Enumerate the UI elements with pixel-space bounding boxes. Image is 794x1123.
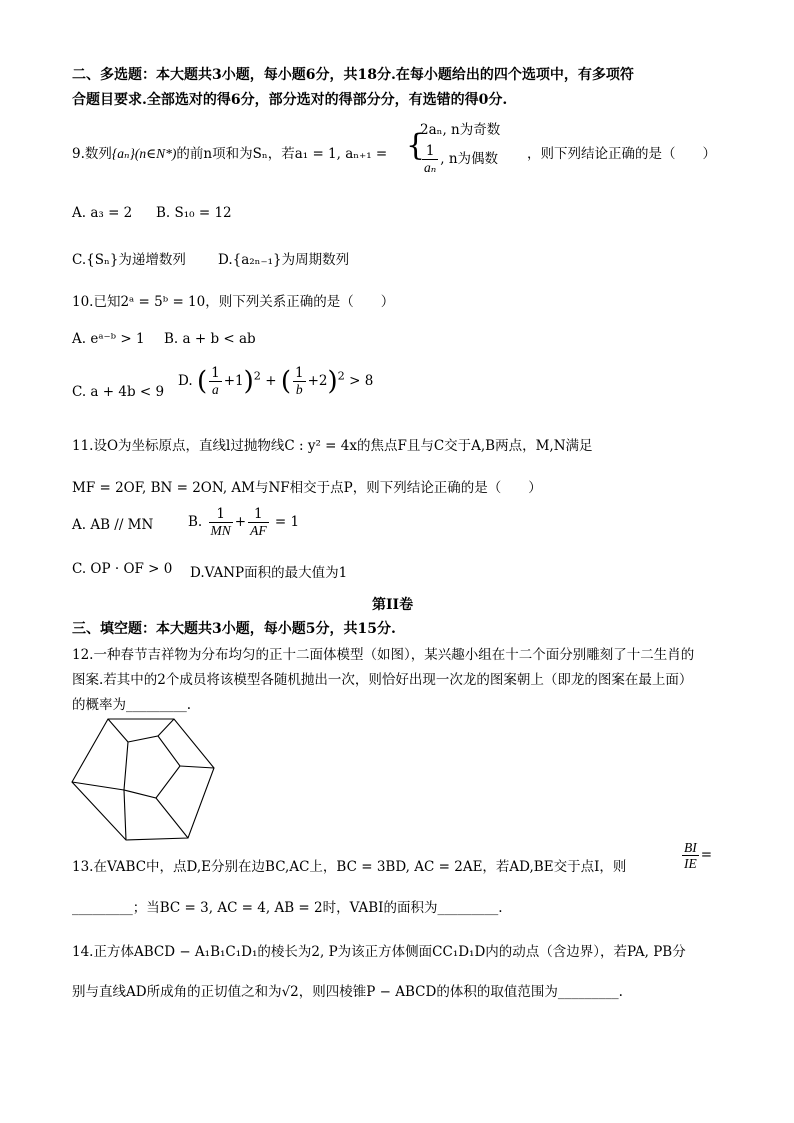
q9-case-num: 1 [422,144,438,160]
q13-fraction [680,840,712,871]
q13-line2: _________；当BC = 3, AC = 4, AB = 2时，VABI的面积为_________. [72,900,503,916]
q10-option-b: B. a + b < ab [164,331,256,347]
q9-mid: 的前n项和为Sₙ，若a₁ = 1, aₙ₊₁ = [176,146,388,162]
section3-heading: 三、填空题：本大题共3小题，每小题5分，共15分. [72,621,396,637]
q11-option-b-prefix: B. [188,514,203,530]
q9-seq: {aₙ}(n∈N*) [111,146,177,161]
q12-line1: 12.一种春节吉祥物为分布均匀的正十二面体模型（如图），某兴趣小组在十二个面分别雕刻了十二生肖的 [72,647,695,663]
q12-line3: 的概率为_________. [72,697,192,713]
q9-option-b: B. S₁₀ = 12 [156,205,232,221]
q13-frac-den: IE [684,856,697,871]
q10-option-c: C. a + 4b < 9 [72,384,165,400]
q11-option-b: B. $\frac{1}{MN}$ + $\frac{1}{AF}$ = 1 [188,506,300,538]
section2-heading-cont: 合题目要求.全部选对的得6分，部分选对的得部分分，有选错的得0分. [72,92,508,108]
q9-option-c: C.{Sₙ}为递增数列 [72,252,186,268]
q12-line2: 图案.若其中的2个成员将该模型各随机抛出一次，则恰好出现一次龙的图案朝上（即龙的图案在最上面） [72,672,693,688]
section2-heading: 二、多选题：本大题共3小题，每小题6分，共18分.在每小题给出的四个选项中，有多项符 [72,67,634,83]
q9-stem [72,142,387,162]
q13-eq: = [700,847,713,863]
q13-line1: 13.在VABC中，点D,E分别在边BC,AC上，BC = 3BD, AC = 2AE，若AD,BE交于点I，则 [72,859,627,875]
q9-prefix: 9.数列 [72,146,112,162]
q10-option-d-tail: > 8 [349,373,374,389]
q11-option-d: D.VANP面积的最大值为1 [190,565,348,581]
q10-stem: 10.已知2ᵃ = 5ᵇ = 10，则下列关系正确的是（ ） [72,294,395,310]
q9-option-d: D.{a₂ₙ₋₁}为周期数列 [218,252,350,268]
q9-case-tail: , n为偶数 [440,151,499,167]
q10-option-a: A. eᵃ⁻ᵇ > 1 [72,331,145,347]
q11-option-a: A. AB // MN [72,517,154,533]
q14-line1: 14.正方体ABCD − A₁B₁C₁D₁的棱长为2, P为该正方体侧面CC₁D₁D内的动点（含边界），若PA, PB分 [72,944,686,960]
q9-case-even [420,144,498,175]
part2-title: 第II卷 [372,597,414,613]
q9-brace: { [406,128,426,163]
q13-frac-num: BI [684,840,697,855]
q14-line2: 别与直线AD所成角的正切值之和为√2，则四棱锥P − ABCD的体积的取值范围为_________. [72,984,623,1000]
q11-option-c: C. OP · OF > 0 [72,561,173,577]
q11-stem-cont: MF = 2OF, BN = 2ON, AM与NF相交于点P，则下列结论正确的是（ ） [72,480,542,496]
q9-case-odd: 2aₙ, n为奇数 [420,122,501,138]
q11-stem: 11.设O为坐标原点，直线l过抛物线C : y² = 4x的焦点F且与C交于A,B两点，M,N满足 [72,438,593,454]
q11-option-b-tail: = 1 [274,514,300,530]
q10-option-d-prefix: D. [178,373,193,389]
q9-option-a: A. a₃ = 2 [72,205,133,221]
dodecahedron-figure [68,716,218,844]
q10-option-d: D. ( $\frac{1}{a}$ +1)$^2$ + ( $\frac{1}{b}$ +2)$^2$ > 8 [178,365,374,397]
q9-case-den: aₙ [424,160,437,175]
q9-suffix: ，则下列结论正确的是（ ） [527,146,716,162]
